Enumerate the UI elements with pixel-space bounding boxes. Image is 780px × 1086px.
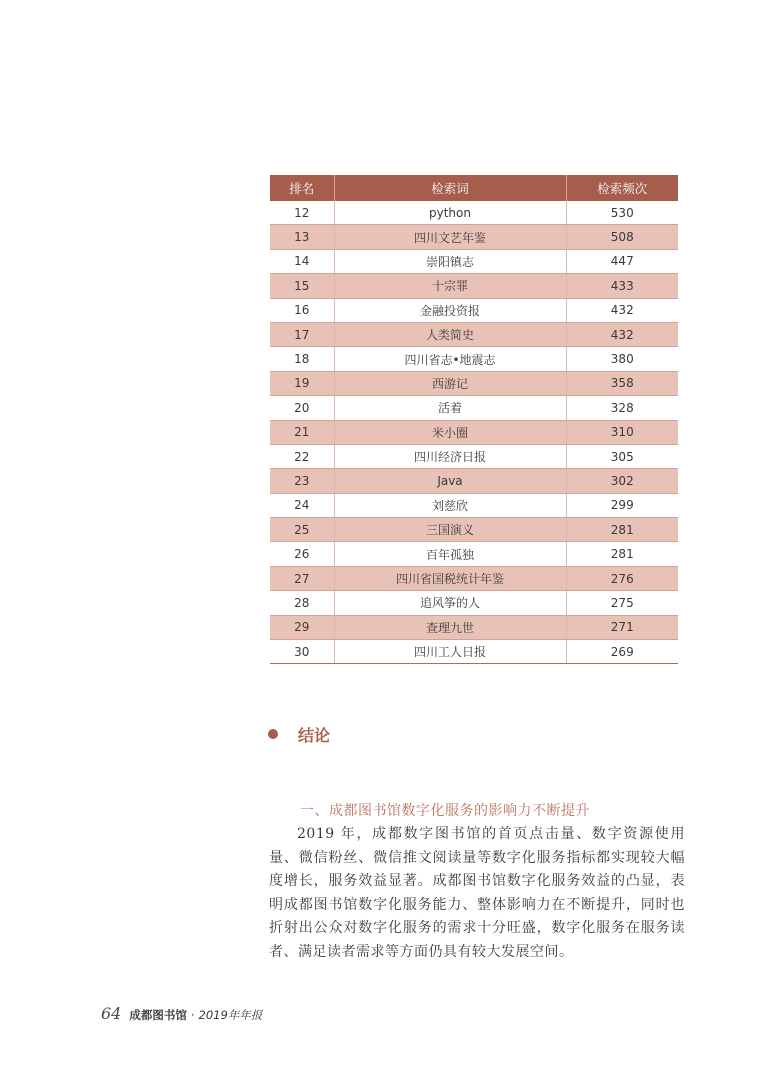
bullet-dot-icon: [268, 729, 278, 739]
cell-frequency: 305: [566, 444, 678, 468]
table-row: [270, 274, 678, 298]
cell-search-term: 活着: [334, 396, 566, 420]
page-number: 64: [101, 1004, 122, 1023]
cell-frequency: 433: [566, 274, 678, 298]
cell-rank: 30: [270, 640, 334, 664]
table-row: [270, 469, 678, 493]
table-row: [270, 371, 678, 395]
footer-separator: ·: [190, 1008, 195, 1022]
cell-frequency: 432: [566, 298, 678, 322]
table-body: [270, 201, 678, 664]
cell-frequency: 269: [566, 640, 678, 664]
table-row: [270, 420, 678, 444]
body-paragraph: 2019 年，成都数字图书馆的首页点击量、数字资源使用量、微信粉丝、微信推文阅读量等数字化服务指标都实现较大幅度增长，服务效益显著。成都图书馆数字化服务效益的凸显，表明成都图书馆数字化服务能力、整体影响力在不断提升，同时也折射出公众对数字化服务的需求十分旺盛，数字化服务在服务读者、满足读者需求等方面仍具有较大发展空间。: [269, 826, 685, 960]
table-row: [270, 322, 678, 346]
cell-frequency: 281: [566, 518, 678, 542]
cell-rank: 13: [270, 225, 334, 249]
table-row: [270, 493, 678, 517]
cell-search-term: 米小圈: [334, 420, 566, 444]
cell-rank: 20: [270, 396, 334, 420]
cell-search-term: 十宗罪: [334, 274, 566, 298]
table-row: [270, 201, 678, 225]
cell-frequency: 447: [566, 249, 678, 273]
cell-frequency: 328: [566, 396, 678, 420]
cell-frequency: 310: [566, 420, 678, 444]
cell-search-term: 人类简史: [334, 322, 566, 346]
cell-search-term: 金融投资报: [334, 298, 566, 322]
table-header-row: [270, 175, 678, 201]
table-row: [270, 518, 678, 542]
cell-rank: 26: [270, 542, 334, 566]
cell-search-term: 西游记: [334, 371, 566, 395]
cell-search-term: 追风筝的人: [334, 591, 566, 615]
cell-rank: 17: [270, 322, 334, 346]
cell-frequency: 276: [566, 566, 678, 590]
cell-search-term: 四川省志•地震志: [334, 347, 566, 371]
cell-rank: 16: [270, 298, 334, 322]
header-frequency: 检索频次: [566, 175, 678, 201]
section-heading: [268, 722, 330, 746]
cell-rank: 18: [270, 347, 334, 371]
cell-rank: 23: [270, 469, 334, 493]
cell-rank: 28: [270, 591, 334, 615]
cell-rank: 29: [270, 615, 334, 639]
cell-search-term: 四川文艺年鉴: [334, 225, 566, 249]
cell-rank: 21: [270, 420, 334, 444]
table-row: [270, 347, 678, 371]
cell-search-term: 四川经济日报: [334, 444, 566, 468]
header-search-term: 检索词: [334, 175, 566, 201]
cell-search-term: 查理九世: [334, 615, 566, 639]
table-row: [270, 298, 678, 322]
cell-search-term: 崇阳镇志: [334, 249, 566, 273]
header-rank: 排名: [270, 175, 334, 201]
cell-frequency: 271: [566, 615, 678, 639]
cell-search-term: 三国演义: [334, 518, 566, 542]
cell-rank: 24: [270, 493, 334, 517]
cell-frequency: 432: [566, 322, 678, 346]
cell-frequency: 275: [566, 591, 678, 615]
page-footer: [101, 1004, 262, 1023]
cell-rank: 12: [270, 201, 334, 225]
table-row: [270, 225, 678, 249]
cell-search-term: 百年孤独: [334, 542, 566, 566]
section-title: 结论: [298, 725, 331, 745]
cell-rank: 19: [270, 371, 334, 395]
cell-search-term: Java: [334, 469, 566, 493]
subheading: 一、成都图书馆数字化服务的影响力不断提升: [300, 803, 590, 819]
table-row: [270, 566, 678, 590]
cell-frequency: 380: [566, 347, 678, 371]
cell-rank: 15: [270, 274, 334, 298]
table-row: [270, 640, 678, 664]
ranking-table-container: [270, 175, 678, 664]
search-term-ranking-table: [270, 175, 678, 664]
cell-frequency: 302: [566, 469, 678, 493]
cell-rank: 25: [270, 518, 334, 542]
table-row: [270, 591, 678, 615]
cell-frequency: 530: [566, 201, 678, 225]
table-row: [270, 444, 678, 468]
cell-frequency: 358: [566, 371, 678, 395]
cell-rank: 14: [270, 249, 334, 273]
cell-search-term: 四川省国税统计年鉴: [334, 566, 566, 590]
table-row: [270, 249, 678, 273]
cell-rank: 22: [270, 444, 334, 468]
table-row: [270, 615, 678, 639]
table-row: [270, 542, 678, 566]
cell-frequency: 299: [566, 493, 678, 517]
footer-org-name: 成都图书馆: [129, 1008, 187, 1022]
cell-search-term: 刘慈欣: [334, 493, 566, 517]
cell-rank: 27: [270, 566, 334, 590]
table-row: [270, 396, 678, 420]
cell-frequency: 508: [566, 225, 678, 249]
cell-search-term: python: [334, 201, 566, 225]
cell-search-term: 四川工人日报: [334, 640, 566, 664]
cell-frequency: 281: [566, 542, 678, 566]
footer-report-title: 2019年年报: [198, 1008, 263, 1022]
